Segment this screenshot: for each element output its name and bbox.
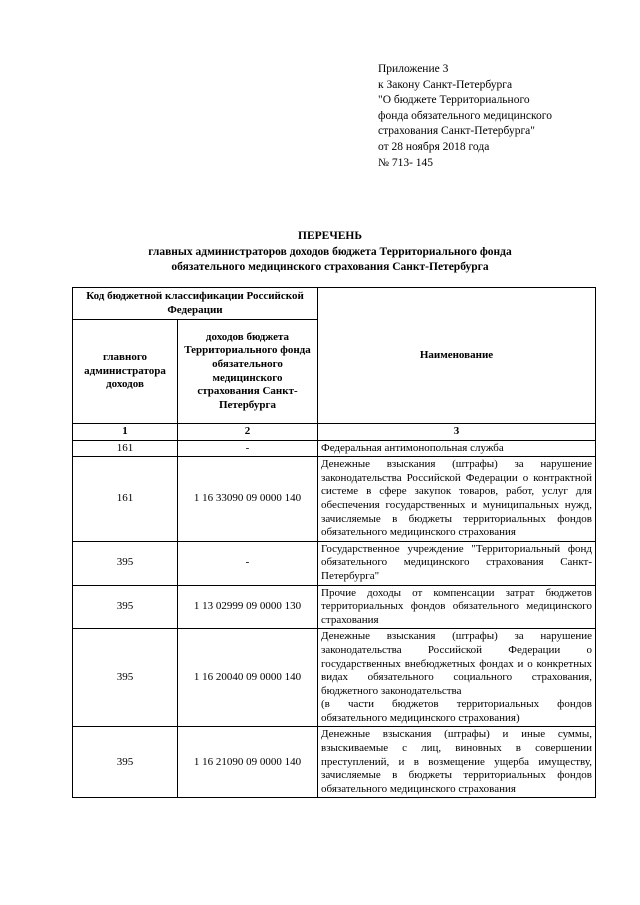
- admin-code: 395: [73, 727, 178, 798]
- appendix-line: страхования Санкт-Петербурга": [378, 125, 535, 138]
- admin-code: 395: [73, 629, 178, 727]
- revenue-name: Денежные взыскания (штрафы) и иные суммы, взыскиваемые с лиц, виновных в совершении преступлений, и в возмещение ущерба имуществу, зачисляемые в бюджеты территориальных фондов обязательного медицинского страхования: [318, 727, 596, 798]
- revenue-code: 1 16 21090 09 0000 140: [178, 727, 318, 798]
- table-row: [73, 457, 596, 542]
- appendix-line: фонда обязательного медицинского: [378, 109, 552, 122]
- title-line-1: главных администраторов доходов бюджета Территориального фонда: [148, 245, 512, 258]
- table-row: [73, 629, 596, 727]
- appendix-line: № 713- 145: [378, 156, 434, 169]
- revenue-name-cell: [318, 629, 596, 727]
- appendix-line: от 28 ноября 2018 года: [378, 140, 490, 153]
- revenue-name: Денежные взыскания (штрафы) за нарушение законодательства Российской Федерации о контрактной системе в сфере закупок товаров, работ, услуг для обеспечения государственных и муниципальных нужд, зачисляемые в бюджеты территориальных фондов обязательного медицинского страхования: [318, 457, 596, 542]
- revenue-name: Государственное учреждение "Территориальный фонд обязательного медицинского страхования Санкт-Петербурга": [318, 541, 596, 585]
- table-row: [73, 727, 596, 798]
- revenue-code: 1 16 20040 09 0000 140: [178, 629, 318, 727]
- revenue-code: -: [178, 541, 318, 585]
- header-budget-classification: Код бюджетной классификации Российской Федерации: [73, 288, 318, 320]
- table-row: [73, 585, 596, 629]
- header-name: Наименование: [318, 288, 596, 424]
- document-title: [60, 229, 600, 276]
- revenue-name-note: (в части бюджетов территориальных фондов обязательного медицинского страхования): [321, 698, 592, 724]
- admin-code: 161: [73, 440, 178, 457]
- table-row: [73, 541, 596, 585]
- admin-code: 395: [73, 541, 178, 585]
- appendix-line: Приложение 3: [378, 63, 449, 75]
- revenue-code: -: [178, 440, 318, 457]
- revenue-name: Денежные взыскания (штрафы) за нарушение законодательства Российской Федерации о государственных внебюджетных фондах и о конкретных видах обязательного социального страхования, бюджетного законодательства: [321, 630, 592, 697]
- appendix-block: [378, 62, 628, 171]
- column-number: 1: [73, 424, 178, 441]
- header-fund-revenues: доходов бюджета Территориального фонда обязательного медицинского страхования Санкт-Петербурга: [178, 320, 318, 424]
- revenue-code: 1 13 02999 09 0000 130: [178, 585, 318, 629]
- appendix-line: к Закону Санкт-Петербурга: [378, 78, 513, 91]
- administrators-table: [72, 287, 596, 798]
- header-main-administrator: главного администратора доходов: [73, 320, 178, 424]
- revenue-name: Прочие доходы от компенсации затрат бюджетов территориальных фондов обязательного медицинского страхования: [318, 585, 596, 629]
- title-line-2: обязательного медицинского страхования Санкт-Петербурга: [171, 261, 489, 273]
- revenue-code: 1 16 33090 09 0000 140: [178, 457, 318, 542]
- admin-code: 395: [73, 585, 178, 629]
- revenue-name: Федеральная антимонопольная служба: [318, 440, 596, 457]
- title-heading: ПЕРЕЧЕНЬ: [298, 230, 362, 242]
- table-row: [73, 440, 596, 457]
- appendix-line: "О бюджете Территориального: [378, 94, 530, 107]
- admin-code: 161: [73, 457, 178, 542]
- column-number: 3: [318, 424, 596, 441]
- column-number: 2: [178, 424, 318, 441]
